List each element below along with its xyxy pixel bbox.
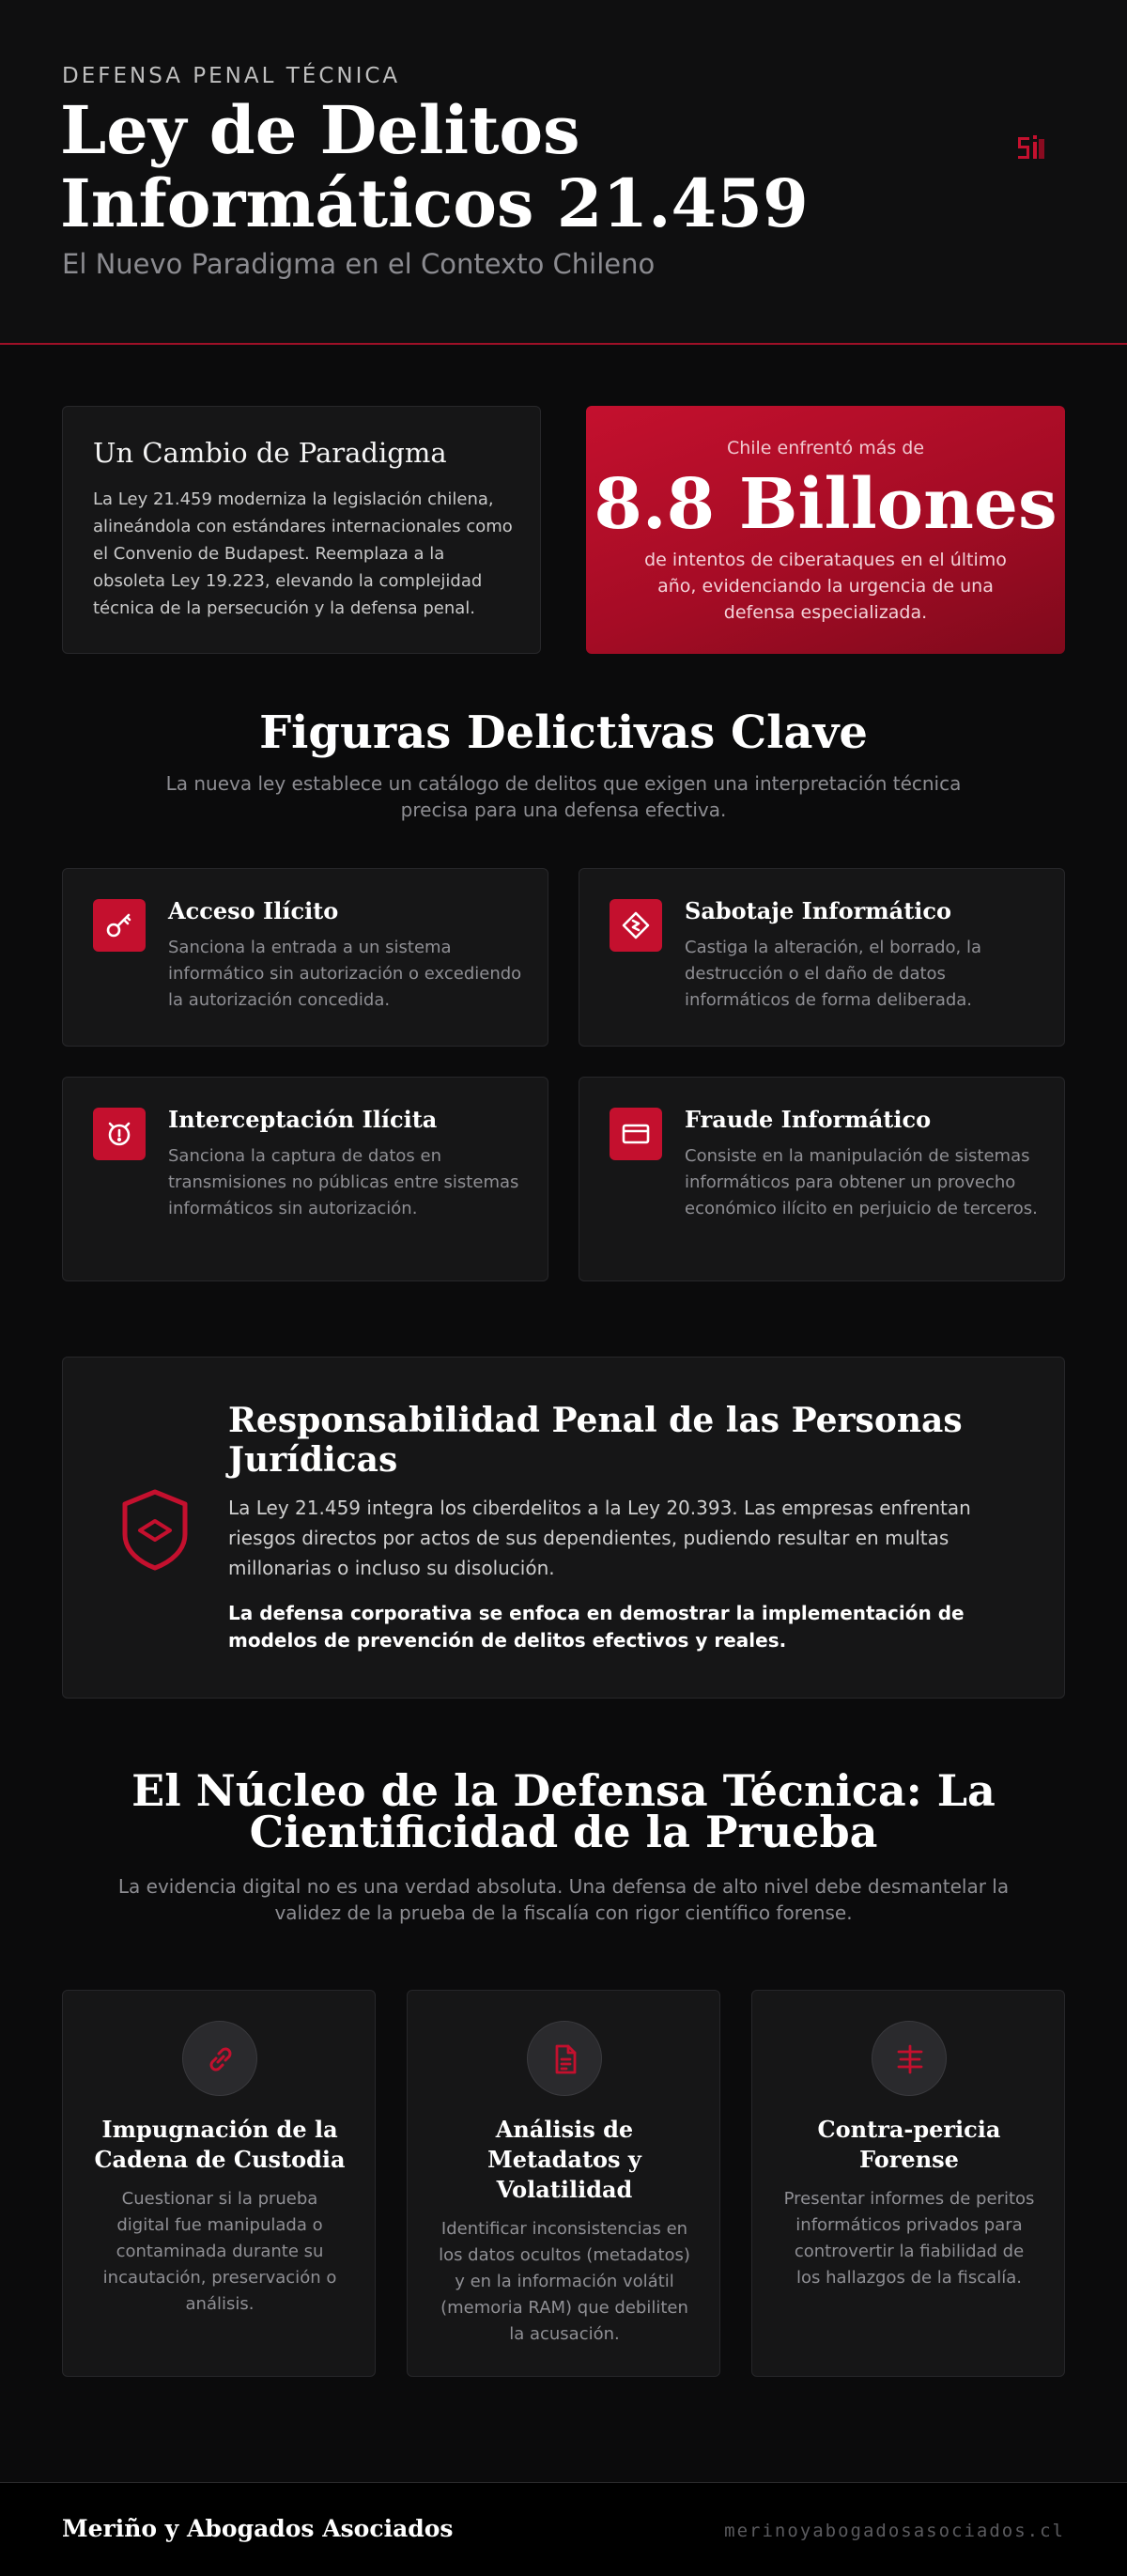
link-icon xyxy=(204,2042,238,2076)
crime-title: Interceptación Ilícita xyxy=(168,1106,438,1133)
page-subtitle: El Nuevo Paradigma en el Contexto Chileno xyxy=(62,248,656,280)
key-icon xyxy=(93,899,146,952)
proof-title: Impugnación de la Cadena de Custodia xyxy=(94,2116,346,2173)
crime-card-sabotaje xyxy=(579,868,1065,1047)
diamond-warning-icon xyxy=(610,899,662,952)
proof-card-metadatos xyxy=(407,1990,720,2377)
scales-icon-circle xyxy=(872,2021,947,2096)
crime-body: Sanciona la captura de datos en transmisiones no públicas entre sistemas informáticos sin autorización. xyxy=(168,1146,519,1218)
document-icon xyxy=(548,2042,582,2076)
stat-value: 8.8 Billones xyxy=(594,464,1058,545)
proof-title: Contra-pericia Forense xyxy=(817,2116,1001,2173)
crime-body: Consiste en la manipulación de sistemas informáticos para obtener un provecho económico ilícito en perjuicio de terceros. xyxy=(685,1146,1038,1218)
corporate-emphasis: La defensa corporativa se enfoca en demostrar la implementación de modelos de prevención de delitos efectivos y reales. xyxy=(228,1602,965,1652)
crime-title: Fraude Informático xyxy=(685,1106,932,1133)
corporate-card xyxy=(62,1357,1065,1699)
proof-section-description: La evidencia digital no es una verdad absoluta. Una defensa de alto nivel debe desmantelar la validez de la prueba de la fiscalía con rigor científico forense. xyxy=(117,1875,1010,1924)
proof-title: Análisis de Metadatos y Volatilidad xyxy=(487,2116,641,2203)
crime-body: Castiga la alteración, el borrado, la destrucción o el daño de datos informáticos de forma deliberada. xyxy=(685,938,981,1010)
footer-brand: Meriño y Abogados Asociados xyxy=(62,2515,454,2542)
link-icon-circle xyxy=(182,2021,257,2096)
stat-card xyxy=(586,406,1065,654)
header-eyebrow: DEFENSA PENAL TÉCNICA xyxy=(62,64,401,88)
proof-card-contrapericia xyxy=(751,1990,1065,2377)
credit-card-icon xyxy=(610,1108,662,1160)
proof-body: Identificar inconsistencias en los datos ocultos (metadatos) y en la información volátil (memoria RAM) que debiliten la acusación. xyxy=(439,2219,690,2344)
paradigm-card xyxy=(62,406,541,654)
footer-website-link[interactable]: merinoyabogadosasociados.cl xyxy=(724,2521,1065,2541)
proof-section-title: El Núcleo de la Defensa Técnica: La Cientificidad de la Prueba xyxy=(131,1765,996,1857)
proof-card-custodia xyxy=(62,1990,376,2377)
crime-body: Sanciona la entrada a un sistema informático sin autorización o excediendo la autorización concedida. xyxy=(168,938,522,1010)
crime-card-fraude xyxy=(579,1077,1065,1281)
proof-body: Cuestionar si la prueba digital fue manipulada o contaminada durante su incautación, preservación o análisis. xyxy=(102,2189,337,2314)
page-title: Ley de Delitos Informáticos 21.459 xyxy=(60,91,809,242)
corporate-body: La Ley 21.459 integra los ciberdelitos a la Ley 20.393. Las empresas enfrentan riesgos directos por actos de sus dependientes, pudiendo resultar en multas millonarias o incluso su disolución. xyxy=(228,1497,971,1579)
paradigm-title: Un Cambio de Paradigma xyxy=(93,437,447,469)
crime-title: Sabotaje Informático xyxy=(685,897,952,924)
firm-logo-icon xyxy=(1007,132,1056,184)
stat-post: de intentos de ciberataques en el último año, evidenciando la urgencia de una defensa especializada. xyxy=(644,550,1007,623)
shield-icon xyxy=(117,1487,193,1572)
document-icon-circle xyxy=(527,2021,602,2096)
crime-title: Acceso Ilícito xyxy=(168,897,339,924)
proof-body: Presentar informes de peritos informáticos privados para controvertir la fiabilidad de los hallazgos de la fiscalía. xyxy=(783,2189,1035,2288)
intercept-alert-icon xyxy=(93,1108,146,1160)
crimes-section-title: Figuras Delictivas Clave xyxy=(259,706,868,759)
scales-icon xyxy=(893,2042,927,2076)
crime-card-acceso xyxy=(62,868,548,1047)
corporate-title: Responsabilidad Penal de las Personas Jurídicas xyxy=(228,1401,963,1480)
crime-card-interceptacion xyxy=(62,1077,548,1281)
page-footer xyxy=(0,2482,1127,2576)
crimes-section-description: La nueva ley establece un catálogo de delitos que exigen una interpretación técnica precisa para una defensa efectiva. xyxy=(165,772,962,821)
paradigm-body: La Ley 21.459 moderniza la legislación chilena, alineándola con estándares internacionales como el Convenio de Budapest. Reemplaza a la obsoleta Ley 19.223, elevando la complejidad técnica de la persecución y la defensa penal. xyxy=(93,489,513,618)
stat-pre: Chile enfrentó más de xyxy=(726,438,925,458)
page-header xyxy=(0,0,1127,345)
